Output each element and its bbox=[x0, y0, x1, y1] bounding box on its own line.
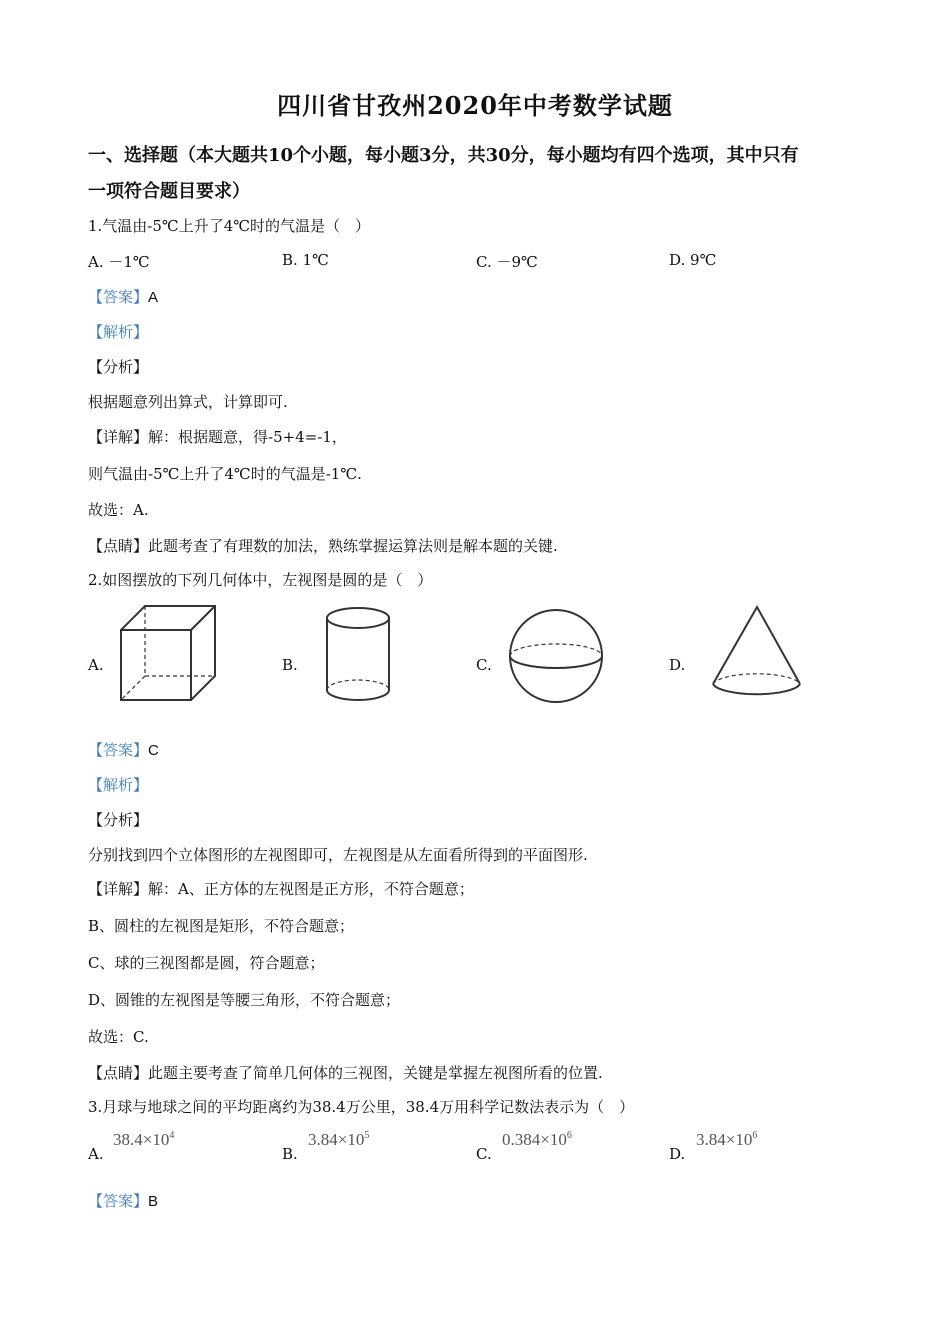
answer-value: B bbox=[148, 1193, 159, 1210]
q1-answer bbox=[88, 286, 158, 307]
q1-option-b: B. 1℃ bbox=[282, 251, 329, 269]
q1-option-a: A. －1℃ bbox=[88, 253, 150, 271]
answer-tag: 【答案】 bbox=[88, 1192, 149, 1210]
q1-option-c: C. －9℃ bbox=[476, 253, 538, 271]
cube-icon bbox=[115, 604, 219, 704]
q1-dianjing: 【点睛】此题考查了有理数的加法，熟练掌握运算法则是解本题的关键. bbox=[88, 537, 558, 555]
answer-tag: 【答案】 bbox=[88, 288, 149, 306]
q1-detail: 【详解】解：根据题意，得-5+4=-1， bbox=[88, 428, 347, 446]
q1-choose: 故选：A. bbox=[88, 501, 149, 519]
page-title: 四川省甘孜州2020年中考数学试题 bbox=[277, 91, 673, 120]
q1-fenxi-tag: 【分析】 bbox=[88, 358, 149, 376]
q2-detail-c: C、球的三视图都是圆，符合题意； bbox=[88, 954, 325, 972]
q3-option-c-value: $0.384\times 10^6$ bbox=[502, 1130, 572, 1149]
q2-option-d-label: D. bbox=[669, 656, 686, 674]
q2-fenxi-tag: 【分析】 bbox=[88, 811, 149, 829]
q2-option-a-label: A. bbox=[88, 656, 104, 674]
q2-detail-d: D、圆锥的左视图是等腰三角形，不符合题意； bbox=[88, 991, 401, 1009]
q1-detail-2: 则气温由-5℃上升了4℃时的气温是-1℃. bbox=[88, 465, 362, 483]
q1-fenxi-text: 根据题意列出算式，计算即可. bbox=[88, 393, 288, 411]
cone-icon bbox=[708, 604, 806, 700]
q2-detail-b: B、圆柱的左视图是矩形，不符合题意； bbox=[88, 917, 355, 935]
question-3: 3.月球与地球之间的平均距离约为38.4万公里，38.4万用科学记数法表示为（ ） bbox=[88, 1098, 635, 1116]
cylinder-icon bbox=[320, 604, 400, 708]
q2-option-c-label: C. bbox=[476, 656, 492, 674]
section-heading-line2: 一项符合题目要求） bbox=[88, 181, 250, 202]
q2-option-b-label: B. bbox=[282, 656, 298, 674]
q2-fenxi-text: 分别找到四个立体图形的左视图即可，左视图是从左面看所得到的平面图形. bbox=[88, 846, 588, 864]
q2-choose: 故选：C. bbox=[88, 1028, 149, 1046]
q3-option-b-label: B. bbox=[282, 1145, 298, 1163]
q3-option-a-value: $38.4\times 10^4$ bbox=[113, 1130, 175, 1149]
question-1: 1.气温由-5℃上升了4℃时的气温是（ ） bbox=[88, 217, 371, 235]
q2-answer bbox=[88, 739, 159, 760]
question-2: 2.如图摆放的下列几何体中，左视图是圆的是（ ） bbox=[88, 571, 433, 589]
q3-answer bbox=[88, 1190, 158, 1211]
q2-jiexi-tag: 【解析】 bbox=[88, 776, 149, 794]
q1-jiexi-tag: 【解析】 bbox=[88, 323, 149, 341]
section-heading-line1: 一、选择题（本大题共10个小题，每小题3分，共30分，每小题均有四个选项，其中只有 bbox=[88, 145, 799, 166]
q3-option-c-label: C. bbox=[476, 1145, 492, 1163]
sphere-icon bbox=[506, 606, 606, 706]
q3-option-a-label: A. bbox=[88, 1145, 104, 1163]
answer-tag: 【答案】 bbox=[88, 741, 149, 759]
q3-option-d-value: $3.84\times 10^6$ bbox=[696, 1130, 758, 1149]
q3-option-d-label: D. bbox=[669, 1145, 686, 1163]
q3-option-b-value: $3.84\times 10^5$ bbox=[308, 1130, 370, 1149]
answer-value: C bbox=[148, 742, 159, 759]
q2-dianjing: 【点睛】此题主要考查了简单几何体的三视图，关键是掌握左视图所看的位置. bbox=[88, 1064, 603, 1082]
answer-value: A bbox=[148, 289, 159, 306]
q2-detail-a: 【详解】解：A、正方体的左视图是正方形，不符合题意； bbox=[88, 880, 474, 898]
q1-option-d: D. 9℃ bbox=[669, 251, 717, 269]
